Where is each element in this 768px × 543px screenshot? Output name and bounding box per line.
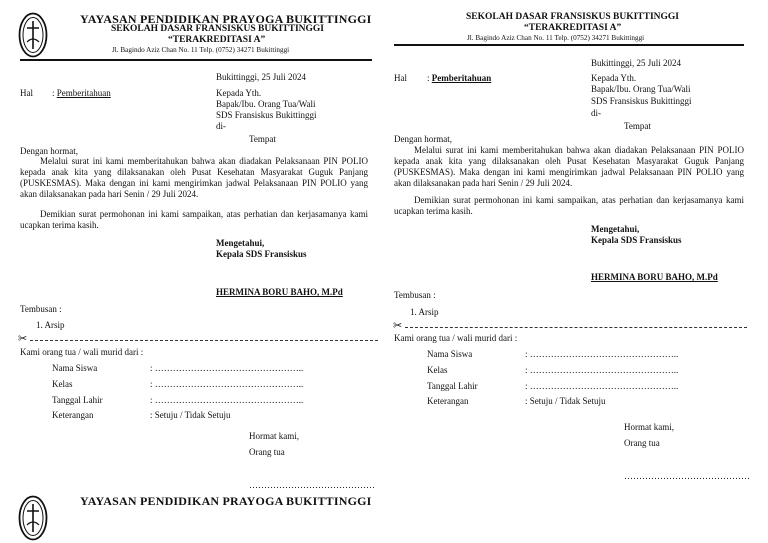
- field-value: : …………………………………………..: [150, 363, 304, 373]
- closing-paragraph: Demikian surat permohonan ini kami sampaikan, atas perhatian dan kerjasamanya kami ucapkan terima kasih.: [20, 209, 368, 230]
- field-label: Keterangan: [427, 396, 469, 406]
- closing-paragraph: Demikian surat permohonan ini kami sampaikan, atas perhatian dan kerjasamanya kami ucapkan terima kasih.: [394, 195, 744, 216]
- school-logo-icon: [18, 495, 48, 541]
- scissors-icon: ✂: [393, 320, 403, 332]
- signer-name: HERMINA BORU BAHO, M.Pd: [216, 287, 343, 297]
- school-logo-icon: [18, 12, 48, 58]
- cc-label: Tembusan :: [20, 304, 62, 314]
- field-value: : …………………………………………..: [150, 379, 304, 389]
- cc-label: Tembusan :: [394, 290, 436, 300]
- slip-intro: Kami orang tua / wali murid dari :: [20, 347, 144, 357]
- recipient-place: Tempat: [624, 121, 651, 131]
- field-value: : Setuju / Tidak Setuju: [525, 396, 606, 406]
- school-name: SEKOLAH DASAR FRANSISKUS BUKITTINGGI: [111, 24, 325, 34]
- recipient-line: Kepada Yth.: [591, 73, 637, 83]
- recipient-line: SDS Fransiskus Bukittinggi: [591, 96, 692, 106]
- cut-line: [30, 340, 378, 341]
- letter-date: Bukittinggi, 25 Juli 2024: [591, 58, 682, 68]
- field-label: Tanggal Lahir: [52, 395, 103, 405]
- header-rule: [20, 59, 372, 61]
- header-rule: [394, 44, 744, 46]
- field-label: Nama Siswa: [427, 349, 473, 359]
- field-label: Tanggal Lahir: [427, 381, 478, 391]
- cut-line: [405, 327, 747, 328]
- closing-line: Orang tua: [249, 447, 285, 457]
- scissors-icon: ✂: [18, 333, 28, 345]
- sign-title: Mengetahui,: [591, 224, 640, 234]
- sign-position: Kepala SDS Fransiskus: [216, 249, 307, 259]
- foundation-name: YAYASAN PENDIDIKAN PRAYOGA BUKITTINGGI: [80, 494, 372, 508]
- subject-text: Pemberitahuan: [56, 88, 111, 98]
- accreditation: “TERAKREDITASI A”: [524, 23, 622, 33]
- closing-line: Hormat kami,: [624, 422, 674, 432]
- cc-item: 1. Arsip: [36, 320, 65, 330]
- field-label: Kelas: [52, 379, 73, 389]
- subject-label: Hal: [20, 88, 33, 98]
- greeting: Dengan hormat,: [394, 134, 452, 144]
- recipient-line: Bapak/Ibu. Orang Tua/Wali: [216, 99, 316, 109]
- subject-label: Hal: [394, 73, 407, 83]
- sign-title: Mengetahui,: [216, 238, 265, 248]
- body-paragraph: Melalui surat ini kami memberitahukan bahwa akan diadakan Pelaksanaan PIN POLIO kepada anak kita yang dilaksanakan oleh Pusat Kesehatan Masyarakat Guguk Panjang (PUSKESMAS). Maka dengan ini kami mengirimkan jadwal Pelaksanaan PIN POLIO yang akan dilaksanakan pada hari Senin / 29 Juli 2024.: [394, 145, 744, 188]
- foundation-name: YAYASAN PENDIDIKAN PRAYOGA BUKITTINGGI: [80, 12, 372, 26]
- signer-name: HERMINA BORU BAHO, M.Pd: [591, 272, 718, 282]
- cc-item: 1. Arsip: [410, 307, 439, 317]
- school-name: SEKOLAH DASAR FRANSISKUS BUKITTINGGI: [466, 12, 680, 22]
- signature-line: ……………………………………: [624, 471, 750, 481]
- field-label: Nama Siswa: [52, 363, 98, 373]
- subject-value: : Pemberitahuan: [427, 73, 492, 83]
- accreditation: “TERAKREDITASI A”: [168, 35, 266, 45]
- field-value: : …………………………………………..: [525, 349, 679, 359]
- letter-date: Bukittinggi, 25 Juli 2024: [216, 72, 307, 82]
- field-value: : …………………………………………..: [150, 395, 304, 405]
- subject-text: Pemberitahuan: [431, 73, 492, 83]
- recipient-line: Bapak/Ibu. Orang Tua/Wali: [591, 84, 691, 94]
- field-value: : …………………………………………..: [525, 365, 679, 375]
- closing-line: Hormat kami,: [249, 431, 299, 441]
- closing-line: Orang tua: [624, 438, 660, 448]
- body-paragraph: Melalui surat ini kami memberitahukan bahwa akan diadakan Pelaksanaan PIN POLIO kepada anak kita yang dilaksanakan oleh Pusat Kesehatan Masyarakat Guguk Panjang (PUSKESMAS). Maka dengan ini kami mengirimkan jadwal Pelaksanaan PIN POLIO yang akan dilaksanakan pada hari Senin / 29 Juli 2024.: [20, 156, 368, 199]
- sign-position: Kepala SDS Fransiskus: [591, 235, 682, 245]
- school-address: Jl. Bagindo Aziz Chan No. 11 Telp. (0752) 34271 Bukittinggi: [467, 34, 645, 42]
- field-value: : …………………………………………..: [525, 381, 679, 391]
- signature-line: ……………………………………: [249, 480, 375, 490]
- recipient-line: di-: [591, 108, 601, 118]
- field-value: : Setuju / Tidak Setuju: [150, 410, 231, 420]
- slip-intro: Kami orang tua / wali murid dari :: [394, 333, 518, 343]
- school-address: Jl. Bagindo Aziz Chan No. 11 Telp. (0752) 34271 Bukittinggi: [112, 46, 290, 54]
- recipient-line: di-: [216, 121, 226, 131]
- subject-value: : Pemberitahuan: [52, 88, 111, 98]
- letter-page-right: [384, 0, 768, 543]
- greeting: Dengan hormat,: [20, 146, 78, 156]
- field-label: Kelas: [427, 365, 448, 375]
- recipient-line: SDS Fransiskus Bukittinggi: [216, 110, 317, 120]
- recipient-place: Tempat: [249, 134, 276, 144]
- recipient-line: Kepada Yth.: [216, 88, 262, 98]
- field-label: Keterangan: [52, 410, 94, 420]
